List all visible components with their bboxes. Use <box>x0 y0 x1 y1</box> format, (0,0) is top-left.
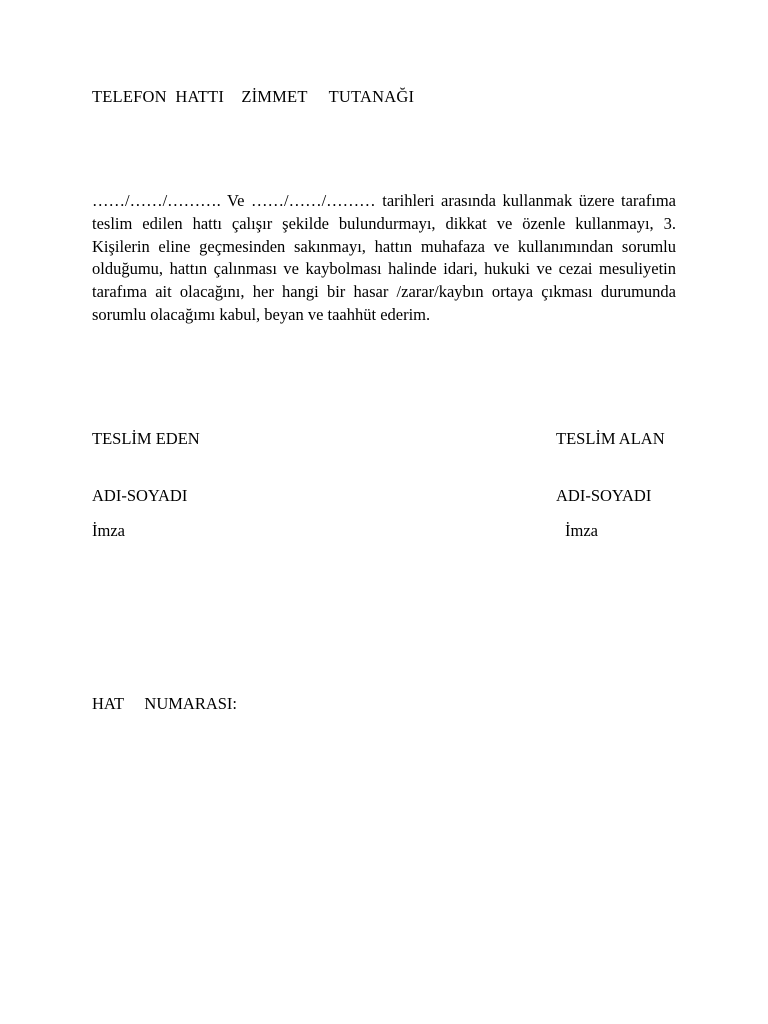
commitment-paragraph: ……/……/………. Ve ……/……/……… tarihleri arasında kullanmak üzere tarafıma teslim edilen hattı çalışır şekilde bulundurmayı, dikkat ve özenle kullanmayı, 3. Kişilerin eline geçmesinden sakınmayı, hattın muhafaza ve kullanımından sorumlu olduğumu, hattın çalınması ve kaybolması halinde idari, hukuki ve cezai mesuliyetin tarafıma ait olacağını, her hangi bir hasar /zarar/kaybın ortaya çıkması durumunda sorumlu olacağımı kabul, beyan ve taahhüt ederim. <box>92 191 676 324</box>
delivered-by-signature-label: İmza <box>92 521 125 540</box>
document-title: TELEFON HATTI ZİMMET TUTANAĞI <box>92 87 415 106</box>
delivered-by-name-label: ADI-SOYADI <box>92 486 188 505</box>
line-number-label: HAT NUMARASI: <box>92 694 238 713</box>
received-by-signature-label: İmza <box>565 521 598 540</box>
received-by-name-label: ADI-SOYADI <box>556 486 652 505</box>
received-by-heading: TESLİM ALAN <box>556 429 665 448</box>
delivered-by-heading: TESLİM EDEN <box>92 429 200 448</box>
